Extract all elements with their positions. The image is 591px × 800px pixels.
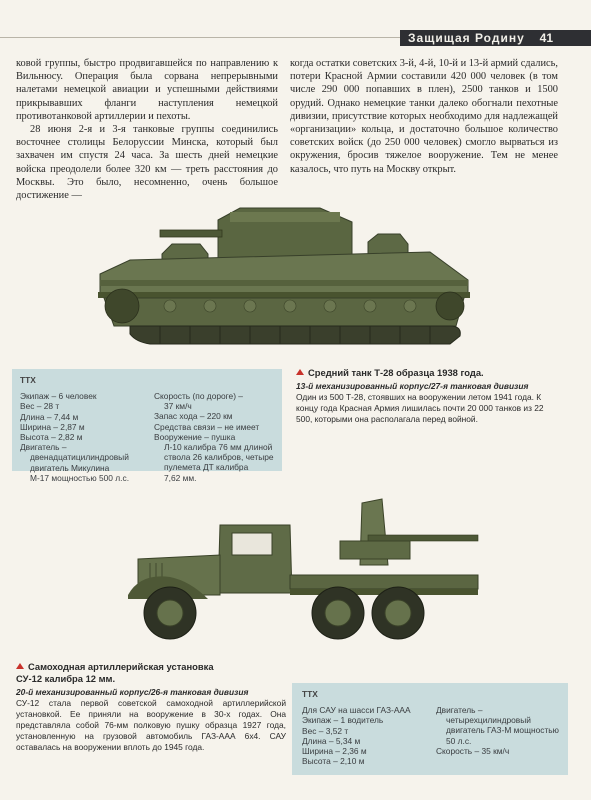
spec-line: Вес – 3,52 т [302,725,349,736]
specs-column-right [154,391,280,483]
spec-line: Двигатель – [436,705,483,715]
spec-line: Двигатель – [20,442,67,453]
spec-line: Высота – 2,10 м [302,756,365,767]
paragraph: ковой группы, быстро продвигавшейся по направлению к Вильнюсу. Операция была сорвана непрерывными налетами немецкой авиации и успешными действиями прикрывавших фланги наступления немецкой противотанковой артиллерии и пехоты. [16,58,278,122]
spec-line: Длина – 7,44 м [20,411,79,422]
specs-column-left [20,375,150,483]
spec-line: двигатель ГАЗ-М мощностью [446,725,559,736]
text-column-right [290,57,558,176]
spec-line: 50 л.с. [446,735,472,746]
specs-heading: ТТХ [20,375,36,385]
spec-line: Средства связи – не имеет [154,421,260,432]
spec-line: М-17 мощностью 500 л.с. [30,472,130,483]
triangle-marker-icon [296,369,304,375]
spec-line: Высота – 2,82 м [20,432,83,443]
triangle-marker-icon [16,663,24,669]
spec-line: Ширина – 2,36 м [302,746,367,757]
page-header [0,30,591,46]
spec-line: Скорость (по дороге) – [154,391,243,401]
su12-truck-illustration [120,495,490,645]
spec-line: Длина – 5,34 м [302,735,361,746]
spec-line: Скорость – 35 км/ч [436,745,510,756]
page-number: 41 [539,31,553,45]
caption-title: Самоходная артиллерийская установка [16,661,286,673]
caption-subtitle: 13-й механизированный корпус/27-я танковая дивизия [296,381,529,391]
specs-box-su12 [292,683,568,775]
caption-subtitle: 20-й механизированный корпус/26-я танковая дивизия [16,687,249,697]
spec-line: 7,62 мм. [164,472,197,483]
spec-line: Л-10 калибра 76 мм длиной [164,442,273,453]
spec-line: четырехцилиндровый [446,715,531,726]
caption-t28 [296,367,560,425]
paragraph: 28 июня 2-я и 3-я танковые группы соединились восточнее столицы Белоруссии Минска, который был захвачен им спустя 24 часа. За шесть дней немецкие войска преодолели более 320 км — треть расстояния до Москвы. Это было, несомненно, очень большое достижение — [16,124,278,202]
specs-column-left [302,689,430,766]
section-title: Защищая Родину [408,31,525,45]
spec-line: пулемета ДТ калибра [164,462,249,473]
spec-line: двенадцатицилиндровый [30,452,129,463]
spec-line: Вес – 28 т [20,401,60,412]
specs-box-t28 [12,369,282,483]
specs-column-right [436,705,566,756]
specs-heading: ТТХ [302,689,318,699]
spec-line: Экипаж – 6 человек [20,391,97,402]
spec-line: 37 км/ч [164,401,192,412]
caption-body: СУ-12 стала первой советской самоходной артиллерийской установкой. Ее приняли на вооружение в 30-х годах. Она представляла собой 76-мм полковую пушку образца 1927 года, установленную на грузовой автомобиль ГАЗ-ААА 6х4. САУ оставалась на вооружении вплоть до 1945 года. [16,698,286,752]
spec-line: Экипаж – 1 водитель [302,715,384,726]
spec-line: двигатель Микулина [30,462,110,473]
spec-line: Для САУ на шасси ГАЗ-ААА [302,705,411,716]
header-rule [0,37,400,38]
spec-line: Запас хода – 220 км [154,411,233,422]
caption-title: Средний танк Т-28 образца 1938 года. [296,367,560,379]
spec-line: Вооружение – пушка [154,431,236,442]
caption-su12 [16,661,286,753]
t28-tank-illustration [90,202,480,352]
spec-line: Ширина – 2,87 м [20,421,85,432]
caption-title-line2: СУ-12 калибра 12 мм. [16,673,116,684]
text-column-left [16,57,278,202]
spec-line: ствола 26 калибров, четыре [164,452,274,463]
paragraph: когда остатки советских 3-й, 4-й, 10-й и 13-й армий сдались, потери Красной Армии составили 420 000 человек (в том числе 290 000 попавших в плен), 2500 танков и 1500 орудий. Однако немецкие танки далеко обогнали пехотные дивизии, присутствие которых необходимо для надлежащей «организации» кольца, и достаточно большое количество советских войск (до 250 000 человек) смогло вырваться из окружения, бросив тяжелое вооружение. Тем не менее казалось, что путь на Москву открыт. [290,58,558,175]
caption-body: Один из 500 Т-28, стоявших на вооружении летом 1941 года. К концу года Красная Армия лишилась почти 20 000 танков из 22 500, которыми она располагала перед войной. [296,392,544,424]
